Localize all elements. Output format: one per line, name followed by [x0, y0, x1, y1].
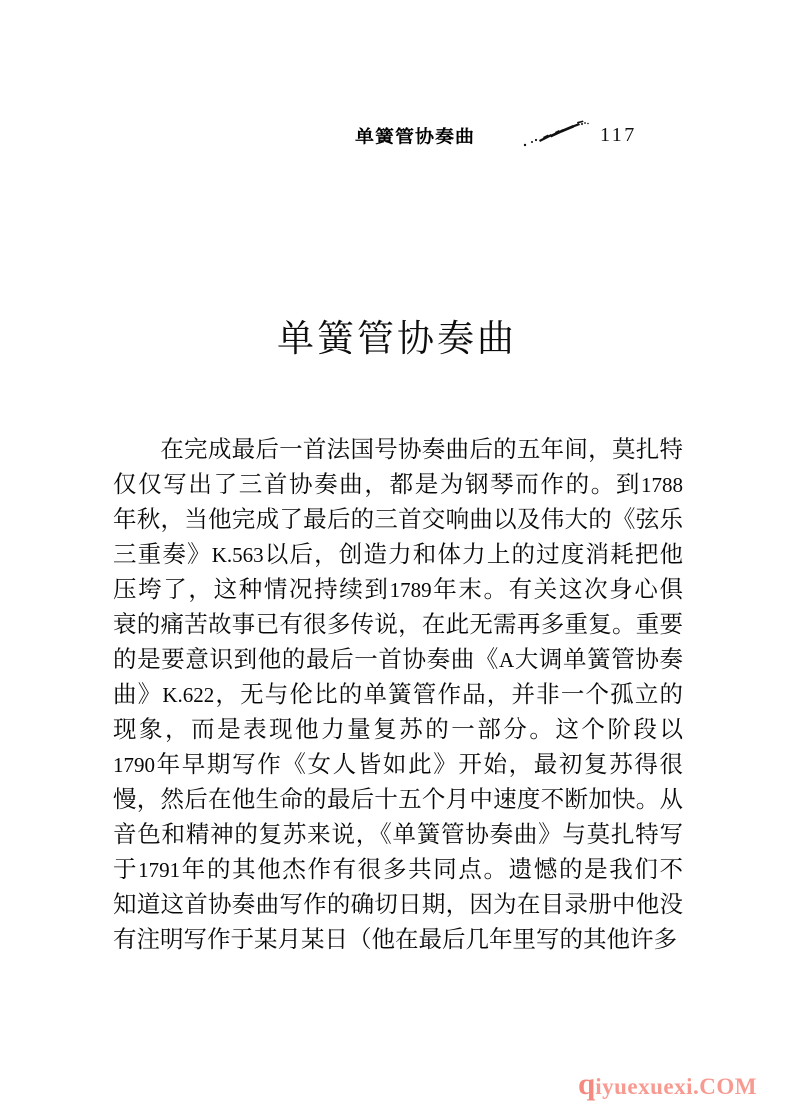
body-text-run: 年的其他杰作有很多共同点。遗憾的是我们不 — [180, 855, 684, 883]
body-line-content — [113, 677, 683, 713]
running-header-title: 单簧管协奏曲 — [355, 126, 476, 147]
watermark-initial: q — [578, 1066, 596, 1101]
body-line-content — [113, 502, 683, 537]
body-text-run: ，无与伦比的单簧管作品，并非一个孤立的 — [214, 680, 684, 708]
body-text-run: 音色和精神的复苏来说，《单簧管协奏曲》与莫扎特写 — [113, 820, 683, 848]
body-text-run: 年秋，当他完成了最后的三首交响曲以及伟大的《弦乐 — [113, 505, 683, 533]
body-latin-token: 1789 — [389, 578, 432, 602]
body-latin-token: K.622 — [162, 683, 215, 707]
body-line — [113, 677, 683, 712]
body-text-run: 现象，而是表现他力量复苏的一部分。这个阶段以 — [113, 715, 683, 743]
body-latin-token: A — [498, 648, 515, 672]
body-line — [113, 572, 683, 607]
body-line-content — [113, 572, 683, 608]
body-line-content — [113, 782, 683, 817]
watermark-text: iyuexuexi.COM — [595, 1074, 757, 1099]
body-line — [113, 782, 683, 817]
page-number: 117 — [600, 124, 637, 146]
body-text-run: 以后，创造力和体力上的过度消耗把他 — [263, 540, 684, 568]
body-line-content — [113, 607, 683, 642]
diagonal-squiggle-flourish-icon — [521, 120, 607, 150]
body-line-content — [113, 467, 683, 503]
body-latin-token: K.563 — [211, 543, 264, 567]
body-line-content — [113, 747, 683, 783]
body-line — [113, 467, 683, 502]
body-line — [113, 817, 683, 852]
body-line-content — [113, 887, 683, 922]
body-latin-token: 1788 — [641, 473, 683, 497]
body-text-block — [113, 432, 683, 957]
body-line — [113, 502, 683, 537]
running-header — [113, 118, 682, 158]
body-line — [113, 537, 683, 572]
body-text-run: 仅仅写出了三首协奏曲，都是为钢琴而作的。到 — [113, 470, 641, 498]
body-text-run: 知道这首协奏曲写作的确切日期，因为在目录册中他没 — [113, 890, 683, 918]
body-line — [113, 747, 683, 782]
body-text-run: 于 — [113, 855, 139, 883]
body-line — [113, 887, 683, 922]
body-line-content — [113, 817, 683, 852]
chapter-title: 单簧管协奏曲 — [277, 316, 517, 360]
body-line — [113, 712, 683, 747]
body-text-run: 在完成最后一首法国号协奏曲后的五年间，莫扎特 — [160, 435, 683, 463]
body-line — [113, 607, 683, 642]
body-line — [113, 852, 683, 887]
body-text-run: 大调单簧管协奏 — [514, 645, 684, 673]
body-text-run: 三重奏》 — [113, 540, 212, 568]
body-text-run: 曲》 — [113, 680, 163, 708]
body-text-run: 衰的痛苦故事已有很多传说，在此无需再多重复。重要 — [113, 610, 683, 638]
body-text-run: 有注明写作于某月某日（他在最后几年里写的其他许多 — [113, 925, 677, 953]
body-latin-token: 1791 — [138, 858, 181, 882]
body-text-run: 的是要意识到他的最后一首协奏曲《 — [113, 645, 499, 673]
body-latin-token: 1790 — [113, 753, 155, 777]
body-line — [113, 922, 683, 957]
body-line — [113, 432, 683, 467]
body-text-run: 年末。有关这次身心俱 — [431, 575, 684, 603]
body-text-run: 压垮了，这种情况持续到 — [113, 575, 390, 603]
body-line-content — [113, 642, 683, 678]
body-line-content — [113, 432, 683, 467]
body-line-content — [113, 537, 683, 573]
body-text-run: 慢，然后在他生命的最后十五个月中速度不断加快。从 — [113, 785, 683, 813]
body-line-content — [113, 852, 683, 888]
body-text-run: 年早期写作《女人皆如此》开始，最初复苏得很 — [155, 750, 683, 778]
body-line-content — [113, 712, 683, 747]
body-line — [113, 642, 683, 677]
site-watermark — [578, 1068, 757, 1099]
